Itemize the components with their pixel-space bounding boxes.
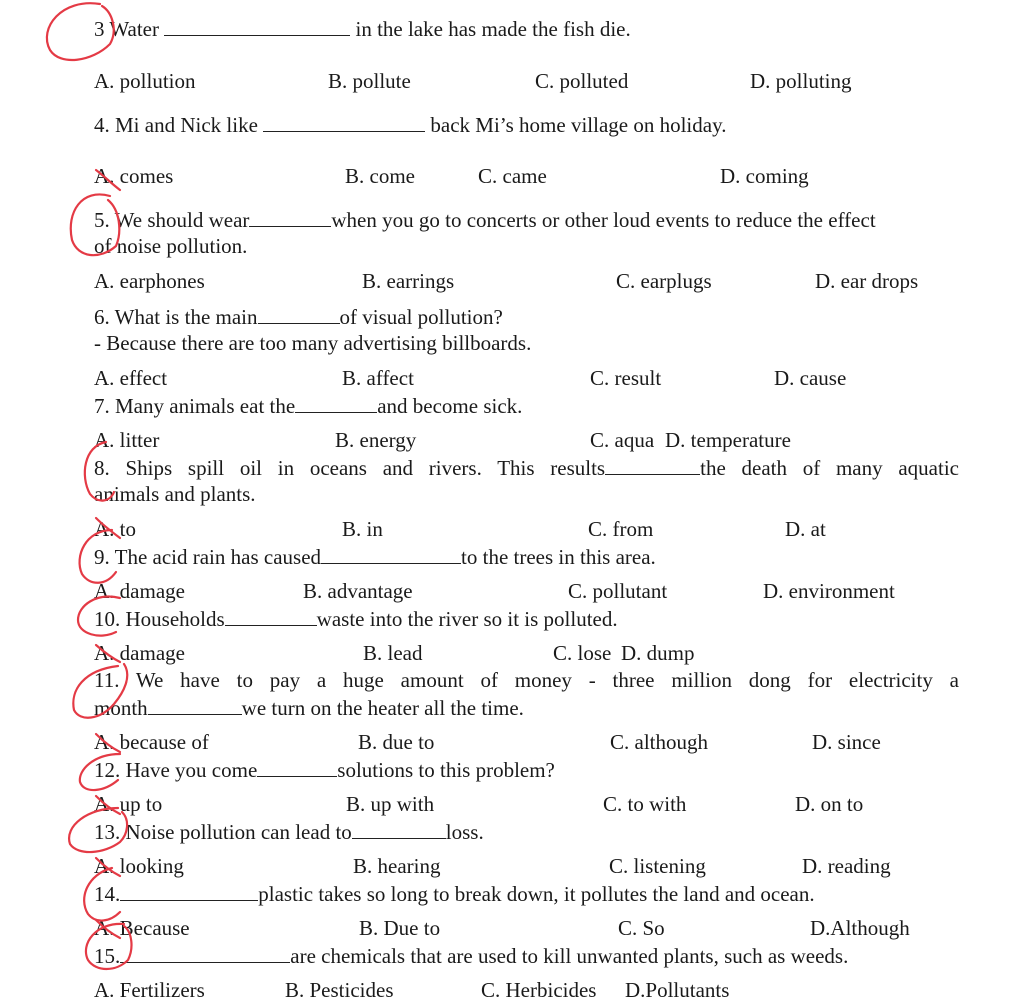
option[interactable]: B. in (342, 517, 383, 541)
answer-blank[interactable] (120, 943, 290, 963)
option[interactable]: B. lead (363, 641, 423, 665)
question-14: 14. plastic takes so long to break down, it pollutes the land and ocean. (94, 882, 815, 906)
option[interactable]: A. looking (94, 854, 184, 878)
option[interactable]: B. due to (358, 730, 435, 754)
question-8-line2: animals and plants. (94, 482, 256, 506)
option[interactable]: C. Herbicides (481, 978, 597, 1002)
answer-blank[interactable] (321, 544, 461, 564)
answer-blank[interactable] (605, 455, 700, 475)
option[interactable]: B. Pesticides (285, 978, 394, 1002)
option[interactable]: B. come (345, 164, 415, 188)
question-5-line2: of noise pollution. (94, 234, 248, 258)
option[interactable]: B. hearing (353, 854, 441, 878)
option[interactable]: A. Fertilizers (94, 978, 205, 1002)
answer-blank[interactable] (249, 207, 331, 227)
option[interactable]: D. since (812, 730, 881, 754)
question-12: 12. Have you come solutions to this problem? (94, 758, 555, 782)
question-15: 15. are chemicals that are used to kill unwanted plants, such as weeds. (94, 944, 849, 968)
option[interactable]: B. pollute (328, 69, 411, 93)
option[interactable]: A. pollution (94, 69, 196, 93)
question-11-line2: month we turn on the heater all the time. (94, 696, 524, 720)
question-8: 8. Ships spill oil in oceans and rivers. This results the death of many aquatic (94, 456, 959, 480)
question-9: 9. The acid rain has caused to the trees in this area. (94, 545, 656, 569)
option[interactable]: C. to with (603, 792, 687, 816)
option[interactable]: A. earphones (94, 269, 205, 293)
option[interactable]: A. damage (94, 579, 185, 603)
option[interactable]: A. litter (94, 428, 160, 452)
option[interactable]: D. polluting (750, 69, 852, 93)
question-6: 6. What is the main of visual pollution? (94, 305, 503, 329)
question-13: 13. Noise pollution can lead to loss. (94, 820, 484, 844)
option[interactable]: B. affect (342, 366, 414, 390)
option[interactable]: C. came (478, 164, 547, 188)
option[interactable]: C. So (618, 916, 665, 940)
option[interactable]: C. earplugs (616, 269, 712, 293)
option[interactable]: D. coming (720, 164, 809, 188)
option[interactable]: D. environment (763, 579, 895, 603)
option[interactable]: B. advantage (303, 579, 413, 603)
question-3: 3 Water in the lake has made the fish die. (94, 17, 631, 41)
answer-blank[interactable] (225, 606, 317, 626)
option[interactable]: C. polluted (535, 69, 629, 93)
answer-blank[interactable] (120, 881, 258, 901)
answer-blank[interactable] (164, 16, 350, 36)
option[interactable]: B. earrings (362, 269, 455, 293)
option[interactable]: D. at (785, 517, 826, 541)
question-6-line2: - Because there are too many advertising billboards. (94, 331, 532, 355)
option[interactable]: C. aqua (590, 428, 655, 452)
answer-blank[interactable] (148, 695, 242, 715)
option[interactable]: D. cause (774, 366, 847, 390)
option[interactable]: D. temperature (665, 428, 791, 452)
option[interactable]: A. to (94, 517, 136, 541)
option[interactable]: A. effect (94, 366, 168, 390)
answer-blank[interactable] (258, 304, 340, 324)
option[interactable]: D. dump (621, 641, 695, 665)
answer-blank[interactable] (352, 819, 446, 839)
option[interactable]: C. lose (553, 641, 612, 665)
question-11: 11. We have to pay a huge amount of money - three million dong for electricity a (94, 668, 959, 692)
option[interactable]: B. Due to (359, 916, 441, 940)
option[interactable]: C. although (610, 730, 708, 754)
option[interactable]: D. ear drops (815, 269, 919, 293)
option[interactable]: A. up to (94, 792, 163, 816)
option[interactable]: C. from (588, 517, 654, 541)
option[interactable]: A. damage (94, 641, 185, 665)
question-5: 5. We should wear when you go to concerts or other loud events to reduce the effect (94, 208, 876, 232)
option[interactable]: A. Because (94, 916, 190, 940)
option[interactable]: A. comes (94, 164, 174, 188)
question-10: 10. Households waste into the river so it is polluted. (94, 607, 618, 631)
option[interactable]: D. reading (802, 854, 891, 878)
question-7: 7. Many animals eat the and become sick. (94, 394, 523, 418)
answer-blank[interactable] (263, 112, 425, 132)
option[interactable]: C. listening (609, 854, 706, 878)
option[interactable]: B. up with (346, 792, 435, 816)
option[interactable]: D.Pollutants (625, 978, 730, 1002)
option[interactable]: D. on to (795, 792, 864, 816)
option[interactable]: C. pollutant (568, 579, 668, 603)
option[interactable]: D.Although (810, 916, 910, 940)
question-4: 4. Mi and Nick like back Mi’s home village on holiday. (94, 113, 727, 137)
option[interactable]: A. because of (94, 730, 209, 754)
option[interactable]: C. result (590, 366, 662, 390)
answer-blank[interactable] (257, 757, 337, 777)
option[interactable]: B. energy (335, 428, 417, 452)
answer-blank[interactable] (295, 393, 377, 413)
